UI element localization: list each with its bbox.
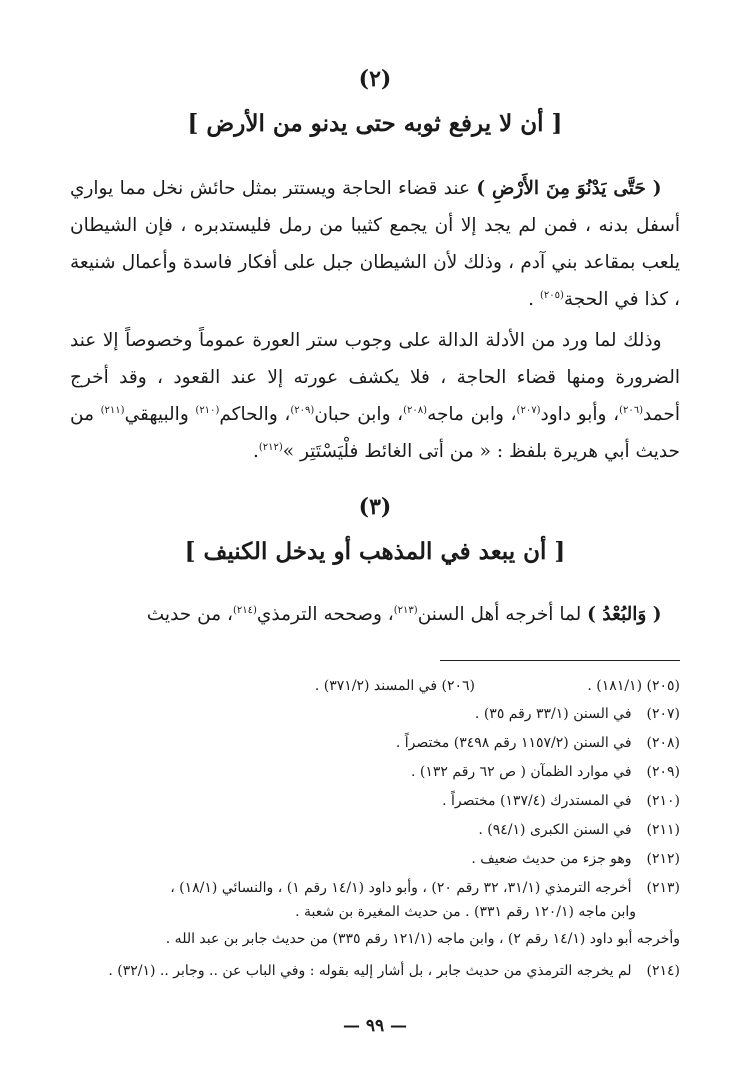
paragraph-text: ، من حديث: [146, 604, 233, 625]
paragraph-text: ، وأبو داود: [540, 404, 620, 425]
footnote-210: [70, 788, 680, 815]
footnote-text: في المستدرك (١٣٧/٤) مختصراً .: [442, 793, 632, 809]
paragraph-text: ، وصححه الترمذي: [256, 604, 394, 625]
footnote-206: [315, 678, 475, 694]
paragraph-text: لما أخرجه أهل السنن: [417, 604, 588, 625]
footnote-number: (٢٠٥): [646, 678, 680, 694]
footnote-ref: (٢١٤): [232, 604, 257, 616]
footnote-212: [70, 846, 680, 873]
section-3-title: [ أن يبعد في المذهب أو يدخل الكنيف ]: [184, 538, 566, 565]
footnote-209: [70, 759, 680, 786]
paragraph-lead-phrase: ( وَالبُعْدُ ): [587, 604, 662, 625]
paragraph-text: من حديث أبي هريرة بلفظ : « من أتى الغائط فلْيَسْتَتِر »: [70, 404, 680, 462]
footnote-number: (٢١١): [646, 822, 680, 838]
paragraph-text: ، وابن حبان: [314, 404, 404, 425]
footnote-ref: (٢١٠): [195, 404, 220, 416]
footnote-ref: (٢١٢): [258, 441, 283, 453]
paragraph-text: وذلك لما ورد من الأدلة الدالة على وجوب ستر العورة عموماً وخصوصاً إلا عند الضرورة ومنها قضاء الحاجة ، فلا يكشف عورته إلا عند القعود ، وقد أخرج أحمد: [70, 330, 680, 425]
footnote-ref: (٢٠٩): [290, 404, 315, 416]
page-number: — ٩٩ —: [342, 1016, 408, 1036]
footnote-number: (٢٠٩): [646, 764, 680, 780]
paragraph-end: .: [528, 289, 540, 310]
footnote-ref: (٢١٣): [393, 604, 418, 616]
footnote-ref: (٢٠٥): [539, 289, 564, 301]
paragraph-lead-phrase: ( حَتَّى يَدْنُوَ مِنَ الأَرْضِ ): [476, 178, 662, 199]
footnote-208: [70, 730, 680, 757]
footnote-ref: (٢٠٨): [403, 404, 428, 416]
footnote-separator: [440, 660, 680, 661]
book-page: [70, 0, 680, 1088]
footnote-number: (٢٠٨): [646, 735, 680, 751]
footnote-number: (٢٠٦): [441, 678, 475, 694]
footnote-text: في المسند (٣٧١/٢) .: [314, 678, 438, 694]
footnote-ref: (٢٠٦): [619, 404, 644, 416]
paragraph-text: والبيهقي: [124, 404, 196, 425]
section-2-paragraph-2: [70, 322, 680, 470]
footnote-213-continuation: وأخرجه أبو داود (١٤/١ رقم ٢) ، وابن ماجه (١٢١/١ رقم ٣٣٥) من حديث جابر بن عبد الله .: [165, 931, 680, 947]
footnote-number: (٢١٤): [646, 963, 680, 979]
paragraph-end: .: [252, 441, 259, 462]
footnote-text: وهو جزء من حديث ضعيف .: [471, 851, 632, 867]
footnote-213-continuation: وابن ماجه (١٢٠/١ رقم ٣٣١) . من حديث المغيرة بن شعبة .: [295, 904, 636, 920]
footnote-211: [70, 817, 680, 844]
section-2-title: [ أن لا يرفع ثوبه حتى يدنو من الأرض ]: [187, 110, 563, 137]
footnote-text: (١٨١/١) .: [587, 678, 643, 694]
section-2-number: (٢): [358, 66, 392, 92]
footnote-ref: (٢١١): [100, 404, 125, 416]
footnote-number: (٢١٣): [646, 880, 680, 896]
footnote-text: في موارد الظمآن ( ص ٦٢ رقم ١٣٢) .: [410, 764, 632, 780]
footnote-text: في السنن الكبرى (٩٤/١) .: [478, 822, 632, 838]
section-3-paragraph: [70, 596, 680, 633]
footnote-text: أخرجه الترمذي (٣١/١، ٣٢ رقم ٢٠) ، وأبو داود (١٤/١ رقم ١) ، والنسائي (١٨/١) ،: [170, 880, 632, 896]
paragraph-text: ، وابن ماجه: [427, 404, 517, 425]
footnote-number: (٢١٠): [646, 793, 680, 809]
footnote-213: [70, 875, 680, 902]
footnote-207: [70, 701, 680, 728]
footnote-ref: (٢٠٧): [516, 404, 541, 416]
footnote-number: (٢٠٧): [646, 706, 680, 722]
footnote-text: في السنن (١١٥٧/٢ رقم ٣٤٩٨) مختصراً .: [395, 735, 632, 751]
paragraph-text: عند قضاء الحاجة ويستتر بمثل حائش نخل مما يواري أسفل بدنه ، فمن لم يجد إلا أن يجمع كثيبا من رمل فليستدبره ، فإن الشيطان يلعب بمقاعد بني آدم ، وذلك لأن الشيطان جبل على أفكار فاسدة وأعمال شنيعة ، كذا في الحجة: [70, 178, 680, 310]
footnote-number: (٢١٢): [646, 851, 680, 867]
section-3-number: (٣): [358, 494, 392, 520]
footnote-text: في السنن (٣٣/١ رقم ٣٥) .: [474, 706, 632, 722]
footnote-214: [70, 958, 680, 985]
paragraph-text: ، والحاكم: [219, 404, 291, 425]
footnote-205: [587, 678, 680, 694]
section-2-paragraph-1: [70, 170, 680, 318]
footnote-text: لم يخرجه الترمذي من حديث جابر ، بل أشار إليه بقوله : وفي الباب عن .. وجابر .. (٣٢/١) .: [108, 963, 632, 979]
